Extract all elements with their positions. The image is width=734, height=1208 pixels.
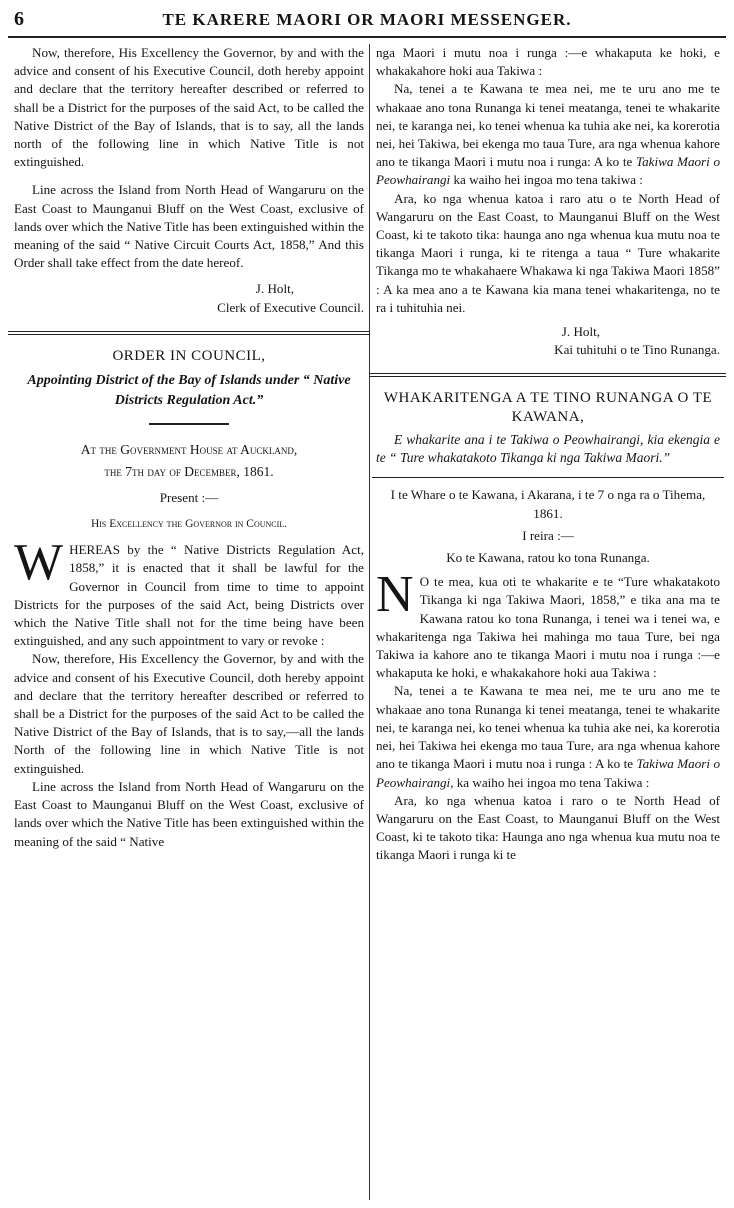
right-top-signature-role: Kai tuhituhi o te Tino Runanga. <box>554 342 720 358</box>
right-order-heading: WHAKARITENGA A TE TINO RUNANGA O TE KAWANA, <box>383 390 713 426</box>
right-governor: Ko te Kawana, ratou ko tona Runanga. <box>446 550 650 566</box>
right-bottom-para-2-text: Na, tenei a te Kawana te mea nei, me te uru ano me te whakaae ano tona Runanga ki tenei meatanga, tenei te whakarite nei, te karanga nei, ko tenei whenua ka tuhia ake nei, ka korerotia nei, hei Takiwa hei ekenga mo taua Ture, ara nga whenua kahore ano te tikanga Maori i mutu noa i runga : A ko te <box>376 683 720 772</box>
right-top-signature: J. Holt, <box>561 324 600 340</box>
left-bottom-para-3: Line across the Island from North Head of Wangaruru on the East Coast to Maunganui Bluff on the West Coast, exclusive of lands over which the Native Title has been extinguished within the meaning of the said “ Native <box>14 778 364 849</box>
right-no-te-mea-text: O te mea, kua oti te whakarite e te “Ture whakatakoto Tikanga ki nga Takiwa Maori, 1858,” e tika ana ma te Kawana ratou ko tona Runanga, i tenei wa i tenei wa, e whakaritenga nga Takiwa hei mahinga mo taua Ture, bei nga Takiwa ia kahore ano te tikanga Maori i mutu noa i runga :—e whakaputa ke hoki, e whakakahore hoki aua Takiwa : <box>376 574 720 681</box>
right-top-para-2-text: Na, tenei a te Kawana te mea nei, me te uru ano me te whakaae ano tona Runanga ki tenei meatanga, tenei te whakarite nei, te karanga nei, ko tenei whenua ka tuhia ake nei, ka korerotia nei, hei Takiwa, bei ekenga mo taua Ture, ara nga whenua kahore ano te tikanga Maori i mutu noa i runga: A ko te <box>376 81 720 170</box>
left-governor-in-council: His Excellency the Governor in Council. <box>90 518 288 531</box>
left-top-para-1: Now, therefore, His Excellency the Governor, by and with the advice and consent of his Executive Council, doth hereby appoint and declare that the territory hereafter described or referred to shall be a District for the purposes of the said Act, to be called the Native District of the Bay of Islands, that is to say, all the lands north of the following line in which Native Title is not extinguished. <box>14 45 364 170</box>
page-number: 6 <box>14 8 24 30</box>
left-top-para-2: Line across the Island from North Head of Wangaruru on the East Coast to Maunganui Bluff on the West Coast, exclusive of lands over which the Native Title has been extinguished within the meaning of the said “ Native Circuit Courts Act, 1858,” And this Order shall take effect from the date hereof. <box>14 182 364 271</box>
masthead-title: TE KARERE MAORI OR MAORI MESSENGER. <box>162 10 572 29</box>
left-dropcap: W <box>14 534 64 592</box>
section-divider-left <box>8 331 370 335</box>
right-dropcap: N <box>376 566 414 624</box>
right-top-para-2-end: ka waiho hei ingoa mo tena takiwa : <box>450 172 643 188</box>
right-present: I reira :— <box>522 527 574 543</box>
left-whereas-para <box>14 534 364 650</box>
right-bottom-para-3: Ara, ko nga whenua katoa i raro o te North Head of Wangaruru on the East Coast, to Maunganui Bluff on the West Coast, ki te takoto tika: Haunga ano nga whenua kua mutu noa te tikanga Maori i runga ki te <box>376 792 720 863</box>
right-bottom-para-2-end: , ka waiho hei ingoa mo tena Takiwa : <box>450 774 650 790</box>
left-present: Present :— <box>159 490 219 506</box>
right-top-para-2-italic: Takiwa Maori o Peowhairangi <box>376 154 721 188</box>
right-column <box>376 44 720 865</box>
right-top-para-2 <box>376 80 720 189</box>
left-column <box>14 44 364 851</box>
section-divider-right <box>370 373 726 377</box>
left-top-signature-role: Clerk of Executive Council. <box>217 299 364 315</box>
short-rule-left <box>149 423 229 425</box>
left-order-subheading: Appointing District of the Bay of Islands under “ Native Districts Regulation Act.” <box>27 373 351 409</box>
left-place-line-1: At the Government House at Auckland, <box>80 442 298 458</box>
column-divider <box>369 44 370 1200</box>
left-bottom-para-2: Now, therefore, His Excellency the Governor, by and with the advice and consent of his Executive Council, doth hereby appoint and declare that the territory hereafter described or referred to shall be a District for the purposes of the said Act to be called the Native District of the Bay of Islands, that is to say,—all the lands North of the following line in which Native Title is not extinguished. <box>14 651 364 776</box>
right-order-subheading: E whakarite ana i te Takiwa o Peowhairangi, kia ekengia e te “ Ture whakatakoto Tikanga ki nga Takiwa Maori.” <box>376 432 720 466</box>
right-sub-rule <box>372 477 724 478</box>
left-order-heading: ORDER IN COUNCIL, <box>112 347 266 364</box>
right-top-para-1: nga Maori i mutu noa i runga :—e whakaputa ke hoki, e whakakahore hoki aua Takiwa : <box>376 45 720 79</box>
right-bottom-para-2 <box>376 682 720 791</box>
left-top-signature: J. Holt, <box>255 281 294 297</box>
left-place-line-2: the 7th day of December, 1861. <box>104 464 274 480</box>
left-whereas-text: HEREAS by the “ Native Districts Regulation Act, 1858,” it is enacted that it shall be lawful for the Governor in Council from time to time to appoint Districts for the purposes of the said Act, being Districts over which the Native Title shall not for the time being have been extinguished, and any such appointment to vary or revoke : <box>14 542 364 649</box>
right-bottom-para-2-italic: Takiwa Maori o Peowhairangi <box>376 756 720 790</box>
right-place: I te Whare o te Kawana, i Akarana, i te 7 o nga ra o Tihema, 1861. <box>390 487 706 521</box>
page-header <box>8 6 726 38</box>
right-no-te-mea-para <box>376 566 720 682</box>
right-top-para-3: Ara, ko nga whenua katoa i raro atu o te North Head of Wangaruru on the East Coast, to Maunganui Bluff on the West Coast, ki te takoto tika: haunga ano nga whenua kua mutu noa te tikanga Maori i runga, ki te ritenga a taua “ Ture whakarite Tikanga mo te whakahaere Whakawa ki nga Takiwa Maori 1858” : A ka mea ano a te Kawana kia mana tenei whakaritenga, no te ra i tuhituhia nei. <box>376 190 720 315</box>
